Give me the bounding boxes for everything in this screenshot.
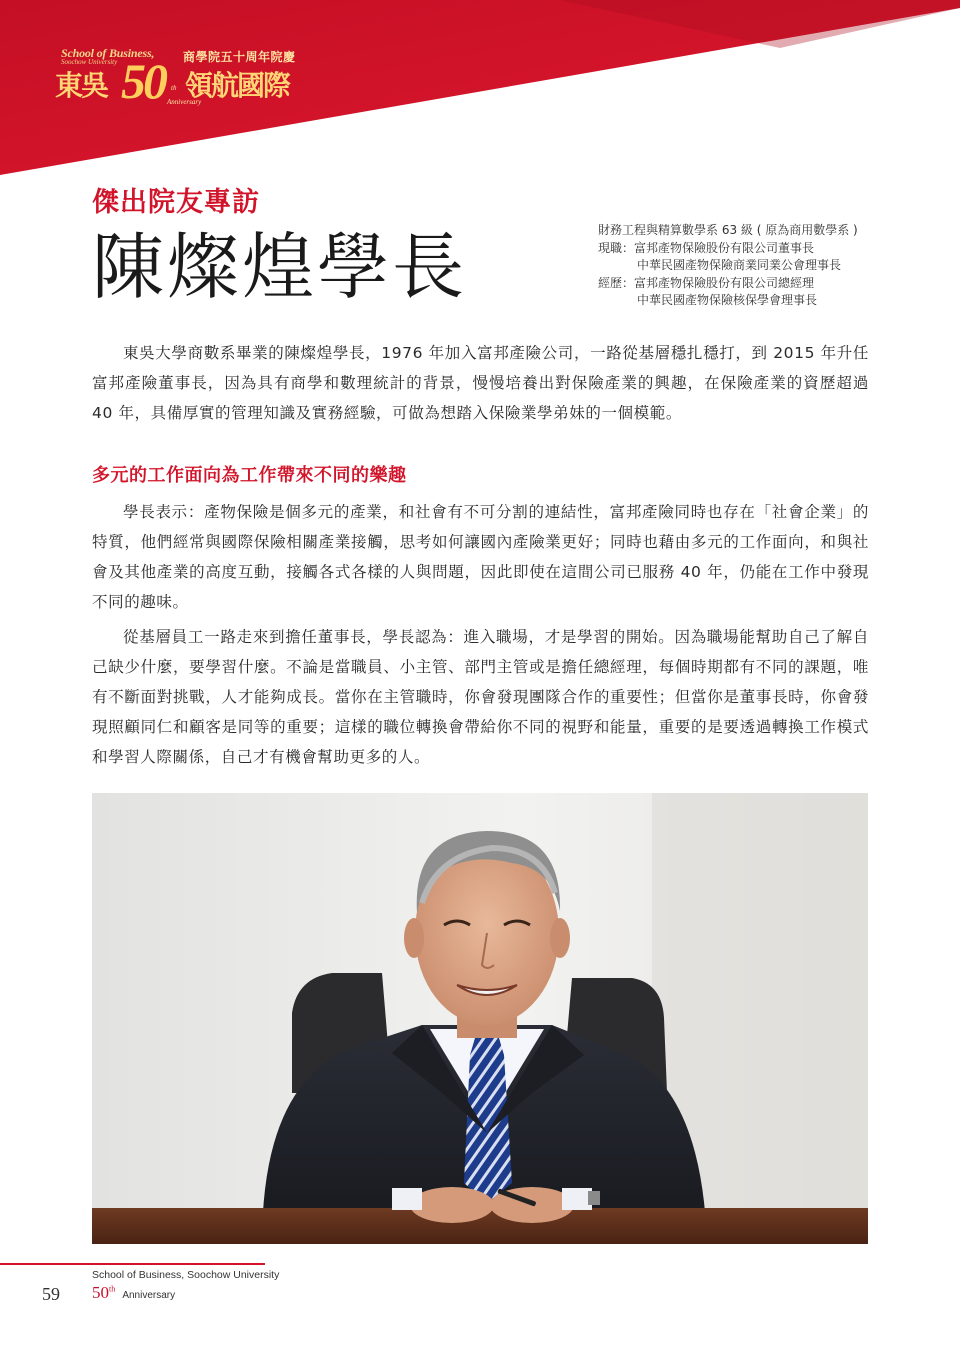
logo-english-line2: Soochow University [61, 58, 118, 66]
footer-anniv-sup: th [109, 1284, 116, 1294]
logo-tagline: 商學院五十周年院慶 [183, 50, 296, 64]
header-banner [0, 0, 960, 175]
logo-anniversary: Anniversary [167, 98, 202, 106]
page-number: 59 [42, 1284, 60, 1304]
footer-school-name: School of Business, Soochow University [92, 1269, 280, 1281]
bio-current-1: 富邦產物保險股份有限公司董事長 [634, 240, 815, 255]
footer-divider [0, 1263, 265, 1265]
section-label: 傑出院友專訪 [92, 187, 260, 218]
bio-current-2: 中華民國產物保險商業同業公會理事長 [637, 258, 842, 272]
footer-anniversary [92, 1283, 175, 1303]
logo-number: 50 [121, 53, 165, 109]
body-paragraph-3: 從基層員工一路走來到擔任董事長，學長認為：進入職場，才是學習的開始。因為職場能幫助自己了解自己缺少什麼，要學習什麼。不論是當職員、小主管、部門主管或是擔任總經理，每個時期都有不同的課題，唯有不斷面對挑戰，人才能夠成長。當你在主管職時，你會發現團隊合作的重要性；但當你是董事長時，你會發現照顧同仁和顧客是同等的重要；這樣的職位轉換會帶給你不同的視野和能量，重要的是要透過轉換工作模式和學習人際關係，自己才有機會幫助更多的人。 [92, 628, 869, 766]
intro-paragraph: 東吳大學商數系畢業的陳燦煌學長，1976 年加入富邦產險公司，一路從基層穩扎穩打，到 2015 年升任富邦產險董事長，因為具有商學和數理統計的背景，慢慢培養出對保險產業的興趣，在保險產業的資歷超過 40 年，具備厚實的管理知識及實務經驗，可做為想踏入保險業學弟妹的一個模範。 [92, 344, 869, 422]
footer-anniv-number: 50 [92, 1283, 109, 1302]
logo-th: th [171, 84, 177, 92]
bio-past-label: 經歷： [598, 275, 635, 290]
bio-current-label: 現職： [598, 240, 635, 255]
logo-chinese-right: 領航國際 [185, 69, 290, 102]
logo-chinese-left: 東吳 [55, 69, 108, 102]
anniversary-logo [55, 42, 315, 117]
bio-past-1: 富邦產物保險股份有限公司總經理 [634, 275, 815, 290]
body-paragraph-2: 學長表示：產物保險是個多元的產業，和社會有不可分割的連結性，富邦產險同時也存在「社會企業」的特質，他們經常與國際保險相關產業接觸，思考如何讓國內產險業更好；同時也藉由多元的工作面向，和與社會及其他產業的高度互動，接觸各式各樣的人與問題，因此即使在這間公司已服務 40 年，仍能在工作中發現不同的趣味。 [92, 503, 869, 611]
portrait-illustration [92, 793, 868, 1244]
section-subheading: 多元的工作面向為工作帶來不同的樂趣 [92, 465, 407, 486]
bio-current-row-1 [598, 240, 898, 258]
bio-past-2: 中華民國產物保險核保學會理事長 [637, 293, 818, 307]
portrait-photo [92, 793, 868, 1244]
bio-past-row-1 [598, 275, 898, 293]
bio-block [598, 222, 898, 310]
footer-anniv-word: Anniversary [122, 1290, 176, 1301]
page-title: 陳燦煌學長 [92, 225, 468, 309]
logo-english-line1: School of Business, [61, 46, 155, 60]
bio-dept: 財務工程與精算數學系 63 級 ( 原為商用數學系 ) [598, 223, 858, 237]
